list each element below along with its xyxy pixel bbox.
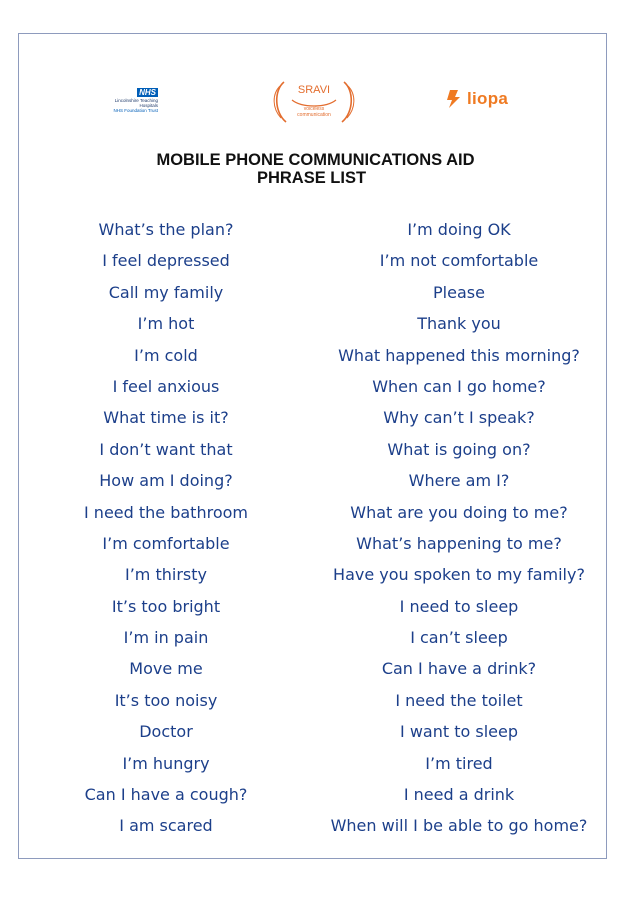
- phrase-item: What are you doing to me?: [350, 502, 568, 522]
- phrase-item: Doctor: [139, 722, 193, 742]
- phrase-item: Can I have a drink?: [381, 659, 537, 679]
- phrase-item: I’m comfortable: [102, 533, 230, 553]
- phrase-item: I’m cold: [134, 345, 198, 365]
- phrase-item: Where am I?: [408, 471, 510, 491]
- phrase-item: I feel anxious: [112, 376, 220, 396]
- phrase-item: I need a drink: [403, 785, 515, 805]
- phrase-list-right: [316, 214, 602, 842]
- phrase-item: Thank you: [417, 314, 501, 334]
- phrase-item: What’s the plan?: [98, 220, 234, 239]
- nhs-badge: NHS: [139, 88, 156, 97]
- sravi-tagline-line: communication: [297, 112, 331, 118]
- phrase-item: Why can’t I speak?: [383, 408, 535, 428]
- phrase-item: I don’t want that: [99, 439, 233, 459]
- nhs-trust-line: Hospitals: [139, 103, 158, 108]
- phrase-item: I need the bathroom: [84, 502, 248, 522]
- phrase-item: Move me: [129, 659, 203, 679]
- phrase-item: I can’t sleep: [410, 628, 508, 648]
- liopa-mark-icon: [444, 88, 464, 110]
- phrase-item: How am I doing?: [99, 471, 233, 491]
- phrase-item: Have you spoken to my family?: [333, 565, 585, 585]
- phrase-item: What happened this morning?: [338, 345, 580, 365]
- phrase-item: I need the toilet: [395, 690, 523, 710]
- phrase-item: What is going on?: [387, 439, 531, 459]
- phrase-item: I’m hungry: [122, 753, 210, 773]
- page-title: [0, 151, 631, 187]
- phrase-item: I’m hot: [137, 314, 195, 334]
- nhs-trust-name: [113, 98, 158, 113]
- phrase-item: Can I have a cough?: [84, 785, 248, 805]
- phrase-item: I feel depressed: [102, 251, 230, 271]
- phrase-item: I am scared: [119, 816, 213, 836]
- liopa-wordmark: liopa: [467, 89, 509, 108]
- phrase-item: It’s too noisy: [114, 690, 218, 710]
- phrase-item: Please: [433, 282, 485, 302]
- nhs-logo: [100, 88, 158, 120]
- sravi-wordmark: SRAVI: [297, 84, 331, 96]
- phrase-item: I’m not comfortable: [379, 251, 539, 271]
- phrase-item: I need to sleep: [399, 596, 519, 616]
- phrase-item: When can I go home?: [372, 376, 546, 396]
- phrase-item: When will I be able to go home?: [330, 816, 588, 836]
- title-line-2: PHRASE LIST: [256, 169, 367, 187]
- phrase-item: It’s too bright: [111, 596, 221, 616]
- phrase-item: What’s happening to me?: [356, 533, 562, 553]
- phrase-item: What time is it?: [103, 408, 229, 428]
- title-line-1: MOBILE PHONE COMMUNICATIONS AID: [156, 151, 475, 169]
- phrase-item: I’m doing OK: [407, 220, 511, 239]
- phrase-item: I’m thirsty: [125, 565, 207, 585]
- liopa-logo: [444, 88, 508, 110]
- phrase-item: I’m tired: [425, 753, 493, 773]
- phrase-list-left: [63, 214, 269, 842]
- sravi-tagline: [268, 106, 360, 118]
- phrase-item: I’m in pain: [123, 628, 209, 648]
- sravi-logo: [268, 78, 360, 128]
- nhs-trust-line: Lincolnshire Teaching: [114, 98, 158, 103]
- phrase-item: I want to sleep: [400, 722, 518, 742]
- sravi-tagline-line: voiceless: [303, 106, 325, 112]
- nhs-trust-subline: NHS Foundation Trust: [113, 108, 158, 113]
- phrase-item: Call my family: [108, 282, 224, 302]
